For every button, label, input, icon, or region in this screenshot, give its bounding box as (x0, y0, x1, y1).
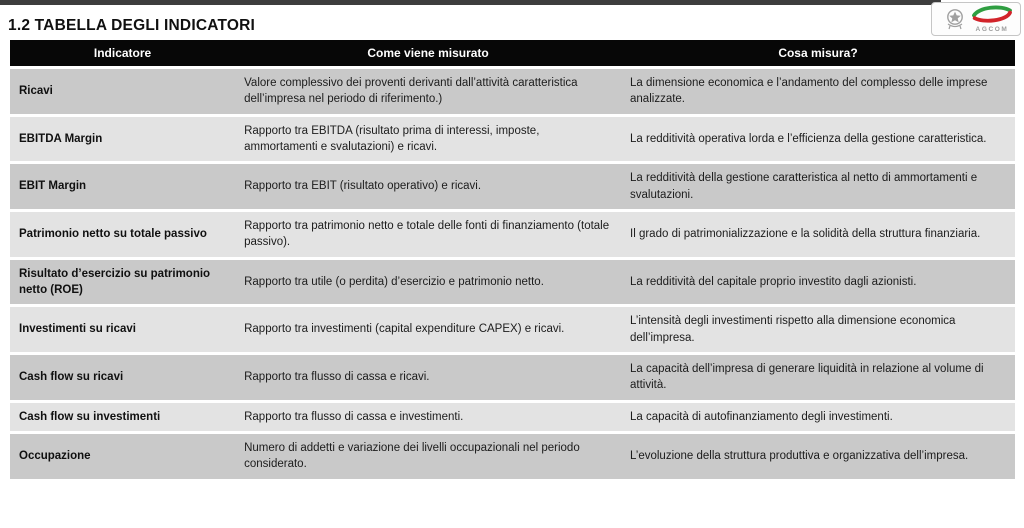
logo-frame (931, 2, 1021, 36)
header-cell-cosa-misura: Cosa misura? (778, 46, 858, 60)
cell-come-misurato: Rapporto tra investimenti (capital expenditure CAPEX) e ricavi. (244, 323, 565, 336)
table-row (10, 355, 1015, 400)
cell-come-misurato: Numero di addetti e variazione dei livelli occupazionali nel periodo considerato. (244, 441, 580, 471)
cell-come-misurato: Rapporto tra utile (o perdita) d’esercizio e patrimonio netto. (244, 275, 544, 288)
agcom-wordmark: AGCOM (975, 26, 1009, 33)
italy-emblem-icon (944, 7, 966, 31)
cell-cosa-misura: La capacità di autofinanziamento degli investimenti. (630, 410, 893, 423)
cell-come-misurato: Rapporto tra flusso di cassa e investimenti. (244, 410, 464, 423)
table-row (10, 403, 1015, 431)
cell-indicatore: Occupazione (19, 450, 91, 463)
page-title: 1.2 TABELLA DEGLI INDICATORI (8, 17, 256, 35)
cell-come-misurato: Rapporto tra flusso di cassa e ricavi. (244, 371, 430, 384)
table-row (10, 434, 1015, 479)
header-cell-indicatore: Indicatore (93, 46, 152, 60)
table-row (10, 117, 1015, 162)
table-body (10, 69, 1015, 479)
header-cell-come-viene-misurato: Come viene misurato (367, 46, 489, 60)
cell-indicatore: EBITDA Margin (19, 132, 103, 145)
top-rule-bar (0, 0, 941, 5)
cell-come-misurato: Rapporto tra EBITDA (risultato prima di interessi, imposte, ammortamenti e svalutazioni) e ricavi. (244, 124, 540, 153)
cell-cosa-misura: La redditività della gestione caratteristica al netto di ammortamenti e svalutazioni. (630, 172, 978, 201)
cell-indicatore: EBIT Margin (19, 180, 87, 193)
cell-cosa-misura: La redditività del capitale proprio investito dagli azionisti. (630, 275, 917, 288)
cell-indicatore: Investimenti su ricavi (19, 323, 136, 336)
cell-come-misurato: Rapporto tra patrimonio netto e totale delle fonti di finanziamento (totale passivo). (244, 219, 610, 249)
cell-cosa-misura: La capacità dell’impresa di generare liquidità in relazione al volume di attività. (630, 362, 984, 392)
cell-indicatore: Cash flow su ricavi (19, 371, 124, 384)
table-row (10, 212, 1015, 257)
indicators-table (10, 40, 1015, 482)
table-row (10, 164, 1015, 209)
cell-indicatore: Patrimonio netto su totale passivo (19, 228, 207, 241)
cell-indicatore: Risultato d’esercizio su patrimonio netto (ROE) (19, 267, 211, 296)
cell-indicatore: Cash flow su investimenti (19, 410, 161, 423)
table-header-row (10, 40, 1015, 66)
cell-come-misurato: Rapporto tra EBIT (risultato operativo) e ricavi. (244, 180, 482, 193)
cell-cosa-misura: Il grado di patrimonializzazione e la solidità della struttura finanziaria. (630, 228, 981, 241)
cell-come-misurato: Valore complessivo dei proventi derivanti dall’attività caratteristica dell’impresa nel periodo di riferimento.) (244, 77, 578, 106)
cell-cosa-misura: La dimensione economica e l’andamento del complesso delle imprese analizzate. (630, 77, 988, 106)
table-row (10, 260, 1015, 305)
agcom-logo (969, 5, 1015, 33)
cell-cosa-misura: L’evoluzione della struttura produttiva e organizzativa dell’impresa. (630, 450, 969, 463)
cell-cosa-misura: L’intensità degli investimenti rispetto alla dimensione economica dell’impresa. (630, 315, 956, 344)
table-row (10, 307, 1015, 352)
cell-indicatore: Ricavi (19, 85, 53, 98)
cell-cosa-misura: La redditività operativa lorda e l’efficienza della gestione caratteristica. (630, 132, 987, 145)
table-row (10, 69, 1015, 114)
agcom-swoosh-icon (969, 5, 1015, 28)
